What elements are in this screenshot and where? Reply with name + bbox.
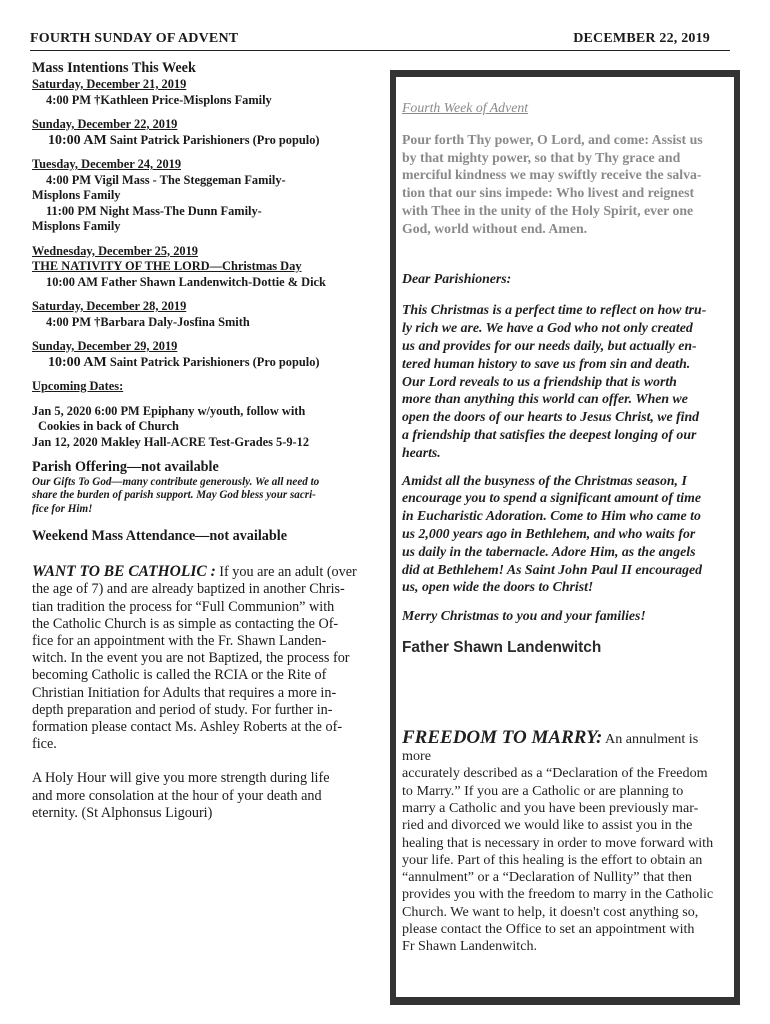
upcoming-line: Jan 5, 2020 6:00 PM Epiphany w/youth, follow with [32,403,306,418]
header-title: FOURTH SUNDAY OF ADVENT [30,31,239,46]
entry-line: 11:00 PM Night Mass-The Dunn Family- [46,203,262,218]
bulletin-header [30,30,730,51]
entry-line: 4:00 PM †Kathleen Price-Misplons Family [46,92,272,107]
upcoming-line: Jan 12, 2020 Makley Hall-ACRE Test-Grades 5-9-12 [32,434,310,449]
entry-date: Sunday, December 22, 2019 [32,117,178,131]
advent-prayer: Pour forth Thy power, O Lord, and come: Assist us by that mighty power, so that by Thy grace and merciful kindness we may swiftly receive the salva- tion that our sins impede: Who livest and reignest with Thee in the unity of the Holy Spirit, ever one God, world without end. Amen. [402,131,703,236]
letter-paragraph: Amidst all the busyness of the Christmas season, I encourage you to spend a significant amount of time in Eucharistic Adoration. Come to Him who came to us 2,000 years ago in Bethlehem, and who waits for us daily in the tabernacle. Adore Him, as the angels did at Bethlehem! As Saint John Paul II encouraged us, open wide the doors to Christ! [402,472,703,595]
letter-greeting: Dear Parishioners: [402,270,512,286]
entry-line: 10:00 AM Father Shawn Landenwitch-Dottie & Dick [46,274,326,289]
attendance-title: Weekend Mass Attendance—not available [32,528,287,545]
holy-hour-quote: A Holy Hour will give you more strength during life and more consolation at the hour of your death and eternity. (St Alphonsus Ligouri) [32,770,330,821]
advent-week-title: Fourth Week of Advent [402,100,529,115]
upcoming-line: Cookies in back of Church [38,419,179,433]
entry-date: Tuesday, December 24, 2019 [32,157,182,171]
offering-note: Our Gifts To God—many contribute generously. We all need to share the burden of parish support. May God bless your sacri- fice for Him! [32,476,320,515]
entry-date: Sunday, December 29, 2019 [32,339,178,353]
feast-title: THE NATIVITY OF THE LORD—Christmas Day [32,259,302,273]
entry-line: 10:00 AM Saint Patrick Parishioners (Pro populo) [48,132,320,148]
catholic-lead: WANT TO BE CATHOLIC : [32,563,216,581]
upcoming-dates-title: Upcoming Dates: [32,379,124,393]
catholic-paragraph: WANT TO BE CATHOLIC : If you are an adult (over the age of 7) and are already baptized in another Chris- tian tradition the process for “Full Communion” with the Catholic Church is as simple as contacting the Of- fice for an appointment with the Fr. Shawn Landen- witch. In the event you are not Baptized, the process for becoming Catholic is called the RCIA or the Rite of Christian Initiation for Adults that requires a more in- depth preparation and period of study. For further in- formation please contact Ms. Ashley Roberts at the of- fice. [32,563,357,753]
freedom-to-marry: FREEDOM TO MARRY: An annulment is more accurately described as a “Declaration of the Freedom to Marry.” If you are a Catholic or are planning to marry a Catholic and you have been previously mar- ried and divorced we would like to assist you in the healing that is necessary in order to move forward with your life. Part of this healing is the effort to obtain an “annulment” or a “Declaration of Nullity” that then provides you with the freedom to marry in the Catholic Church. We want to help, it doesn't cost anything so, please contact the Office to set an appointment with Fr Shawn Landenwitch. [402,726,714,955]
mass-intentions-title: Mass Intentions This Week [32,60,196,76]
entry-date: Saturday, December 28, 2019 [32,299,187,313]
pastor-letter-box [390,70,740,1005]
entry-line: 4:00 PM †Barbara Daly-Josfina Smith [46,314,250,329]
letter-paragraph: This Christmas is a perfect time to reflect on how tru- ly rich we are. We have a God who not only created us and provides for our needs daily, but actually en- tered human history to save us from sin and death. Our Lord reveals to us a friendship that is worth more than anything this world can offer. When we open the doors of our hearts to Jesus Christ, we find a friendship that satisfies the deepest longing of our hearts. [402,302,707,460]
entry-line: Misplons Family [32,219,121,233]
pastor-signature: Father Shawn Landenwitch [402,638,602,656]
entry-line: 10:00 AM Saint Patrick Parishioners (Pro populo) [48,354,320,370]
entry-line: Misplons Family [32,188,121,202]
entry-date: Saturday, December 21, 2019 [32,77,187,91]
left-column [32,60,374,822]
freedom-to-marry-title: FREEDOM TO MARRY: [402,726,603,748]
letter-closing: Merry Christmas to you and your families! [402,608,646,624]
entry-line: 4:00 PM Vigil Mass - The Steggeman Family- [46,172,286,187]
entry-date: Wednesday, December 25, 2019 [32,243,199,258]
offering-title: Parish Offering—not available [32,459,219,475]
header-date: DECEMBER 22, 2019 [573,31,710,46]
